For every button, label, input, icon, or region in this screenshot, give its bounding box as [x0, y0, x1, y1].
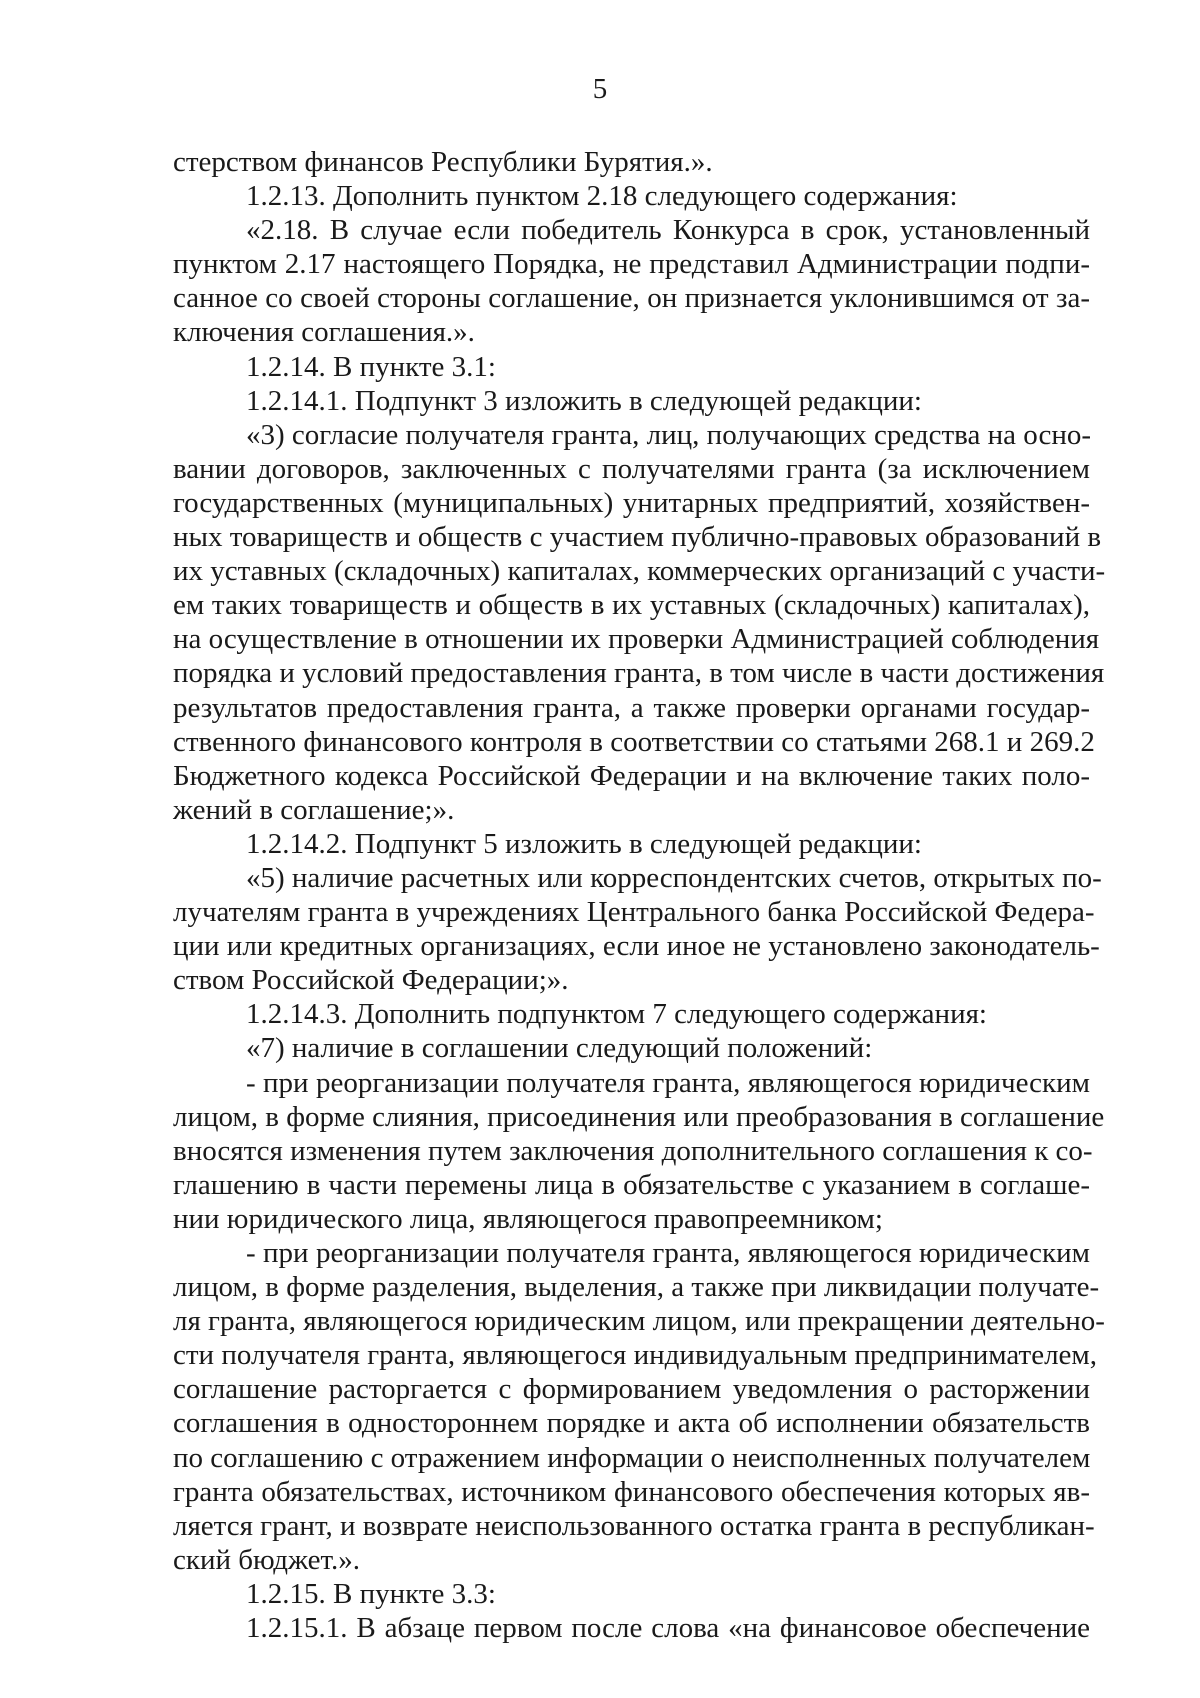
page-number: 5 [592, 73, 608, 105]
text-line: государственных (муниципальных) унитарных предприятий, хозяйствен- [173, 486, 1090, 519]
text-line: лицом, в форме слияния, присоединения или преобразования в соглашение [173, 1100, 1105, 1133]
text-line: ляется грант, и возврате неиспользованного остатка гранта в республикан- [173, 1509, 1095, 1542]
document-body [173, 145, 1106, 1645]
text-line: ством Российской Федерации;». [173, 964, 569, 997]
text-line: лучателям гранта в учреждениях Центрального банка Российской Федера- [173, 896, 1095, 929]
text-line: пунктом 2.17 настоящего Порядка, не представил Администрации подпи- [173, 248, 1090, 281]
text-line: нии юридического лица, являющегося правопреемником; [173, 1202, 883, 1235]
text-line: лицом, в форме разделения, выделения, а также при ликвидации получате- [173, 1271, 1100, 1304]
text-line: вносятся изменения путем заключения дополнительного соглашения к со- [173, 1134, 1093, 1167]
text-line: санное со своей стороны соглашение, он признается уклонившимся от за- [173, 282, 1090, 315]
text-line: их уставных (складочных) капиталах, коммерческих организаций с участи- [173, 555, 1106, 588]
text-line: 1.2.15.1. В абзаце первом после слова «на финансовое обеспечение [246, 1612, 1090, 1645]
text-line: Бюджетного кодекса Российской Федерации и на включение таких поло- [173, 759, 1090, 792]
text-line: гранта обязательствах, источником финансового обеспечения которых яв- [173, 1475, 1090, 1508]
text-line: ственного финансового контроля в соответствии со статьями 268.1 и 269.2 [173, 725, 1095, 758]
text-line: «5) наличие расчетных или корреспондентских счетов, открытых по- [246, 861, 1102, 894]
text-line: сти получателя гранта, являющегося индивидуальным предпринимателем, [173, 1339, 1098, 1372]
text-line: ключения соглашения.». [173, 316, 475, 349]
text-line: «2.18. В случае если победитель Конкурса в срок, установленный [246, 214, 1090, 247]
text-line: 1.2.14.1. Подпункт 3 изложить в следующей редакции: [246, 384, 922, 417]
text-line: соглашение расторгается с формированием уведомления о расторжении [173, 1373, 1090, 1406]
text-line: глашению в части перемены лица в обязательстве с указанием в соглаше- [173, 1168, 1090, 1201]
text-line: - при реорганизации получателя гранта, являющегося юридическим [246, 1066, 1090, 1099]
text-line: ля гранта, являющегося юридическим лицом, или прекращении деятельно- [173, 1305, 1105, 1338]
text-line: 1.2.14.3. Дополнить подпунктом 7 следующего содержания: [246, 998, 987, 1031]
text-line: жений в соглашение;». [173, 793, 455, 826]
text-line: ем таких товариществ и обществ в их уставных (складочных) капиталах), [173, 589, 1090, 622]
text-line: 1.2.14.2. Подпункт 5 изложить в следующей редакции: [246, 827, 922, 860]
text-line: по соглашению с отражением информации о неисполненных получателем [173, 1441, 1091, 1474]
text-line: ции или кредитных организациях, если иное не установлено законодатель- [173, 930, 1100, 963]
text-line: 1.2.13. Дополнить пунктом 2.18 следующего содержания: [246, 180, 958, 213]
text-line: порядка и условий предоставления гранта, в том числе в части достижения [173, 657, 1105, 690]
text-line: ных товариществ и обществ с участием публично-правовых образований в [173, 521, 1102, 554]
text-line: соглашения в одностороннем порядке и акта об исполнении обязательств [173, 1407, 1090, 1440]
text-line: 1.2.14. В пункте 3.1: [246, 350, 496, 383]
text-line: результатов предоставления гранта, а также проверки органами государ- [173, 691, 1090, 724]
text-line: на осуществление в отношении их проверки Администрацией соблюдения [173, 623, 1100, 656]
text-line: «7) наличие в соглашении следующий положений: [246, 1032, 873, 1065]
text-line: 1.2.15. В пункте 3.3: [246, 1577, 496, 1610]
text-line: стерством финансов Республики Бурятия.». [173, 146, 713, 178]
text-line: вании договоров, заключенных с получателями гранта (за исключением [173, 452, 1090, 485]
text-line: ский бюджет.». [173, 1543, 360, 1576]
text-line: - при реорганизации получателя гранта, являющегося юридическим [246, 1237, 1090, 1269]
text-line: «3) согласие получателя гранта, лиц, получающих средства на осно- [246, 418, 1092, 451]
